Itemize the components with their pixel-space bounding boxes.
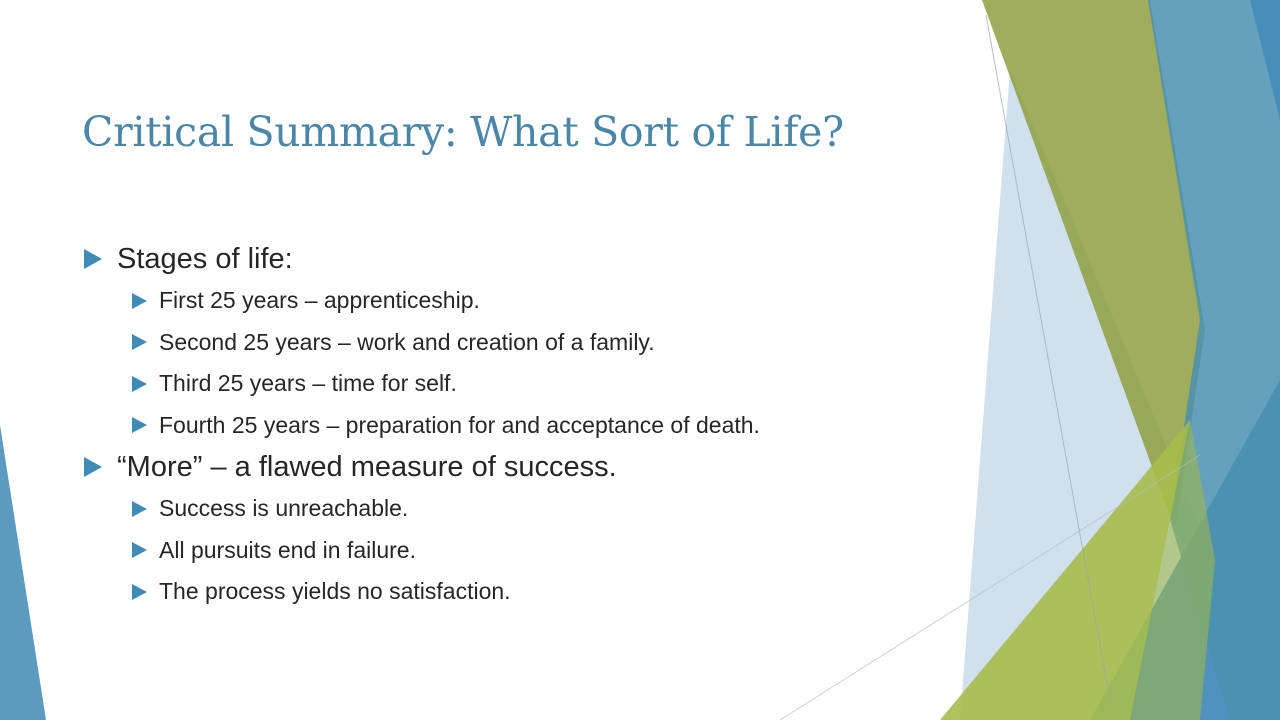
sub-bullet xyxy=(82,322,922,364)
triangle-right-icon xyxy=(132,417,147,433)
slide-body xyxy=(82,238,922,613)
bullet-text: Stages of life: xyxy=(117,243,293,275)
left-blue-shape xyxy=(0,425,46,720)
triangle-right-icon xyxy=(132,334,147,350)
sub-bullet-text: All pursuits end in failure. xyxy=(159,536,416,563)
bullet-stages-of-life xyxy=(82,238,922,280)
sub-bullet-text: Success is unreachable. xyxy=(159,495,409,521)
sub-bullet xyxy=(82,530,922,572)
triangle-right-icon xyxy=(84,457,102,477)
bullet-more-measure xyxy=(82,446,922,488)
sub-bullet xyxy=(82,488,922,530)
triangle-right-icon xyxy=(84,249,102,269)
triangle-right-icon xyxy=(132,584,147,600)
triangle-right-icon xyxy=(132,501,147,517)
sub-bullet xyxy=(82,571,922,613)
sub-bullet-text: The process yields no satisfaction. xyxy=(159,578,511,604)
bullet-text: “More” – a flawed measure of success. xyxy=(117,451,617,483)
sub-bullet-text: Fourth 25 years – preparation for and acceptance of death. xyxy=(159,411,760,438)
sub-bullet xyxy=(82,280,922,322)
triangle-right-icon xyxy=(132,293,147,309)
triangle-right-icon xyxy=(132,376,147,392)
slide-title: Critical Summary: What Sort of Life? xyxy=(82,108,844,156)
sub-bullet xyxy=(82,405,922,447)
sub-bullet-text: Second 25 years – work and creation of a family. xyxy=(159,328,655,355)
sub-bullet-text: Third 25 years – time for self. xyxy=(159,370,457,396)
sub-bullet xyxy=(82,363,922,405)
sub-bullet-text: First 25 years – apprenticeship. xyxy=(159,287,480,313)
triangle-right-icon xyxy=(132,542,147,558)
